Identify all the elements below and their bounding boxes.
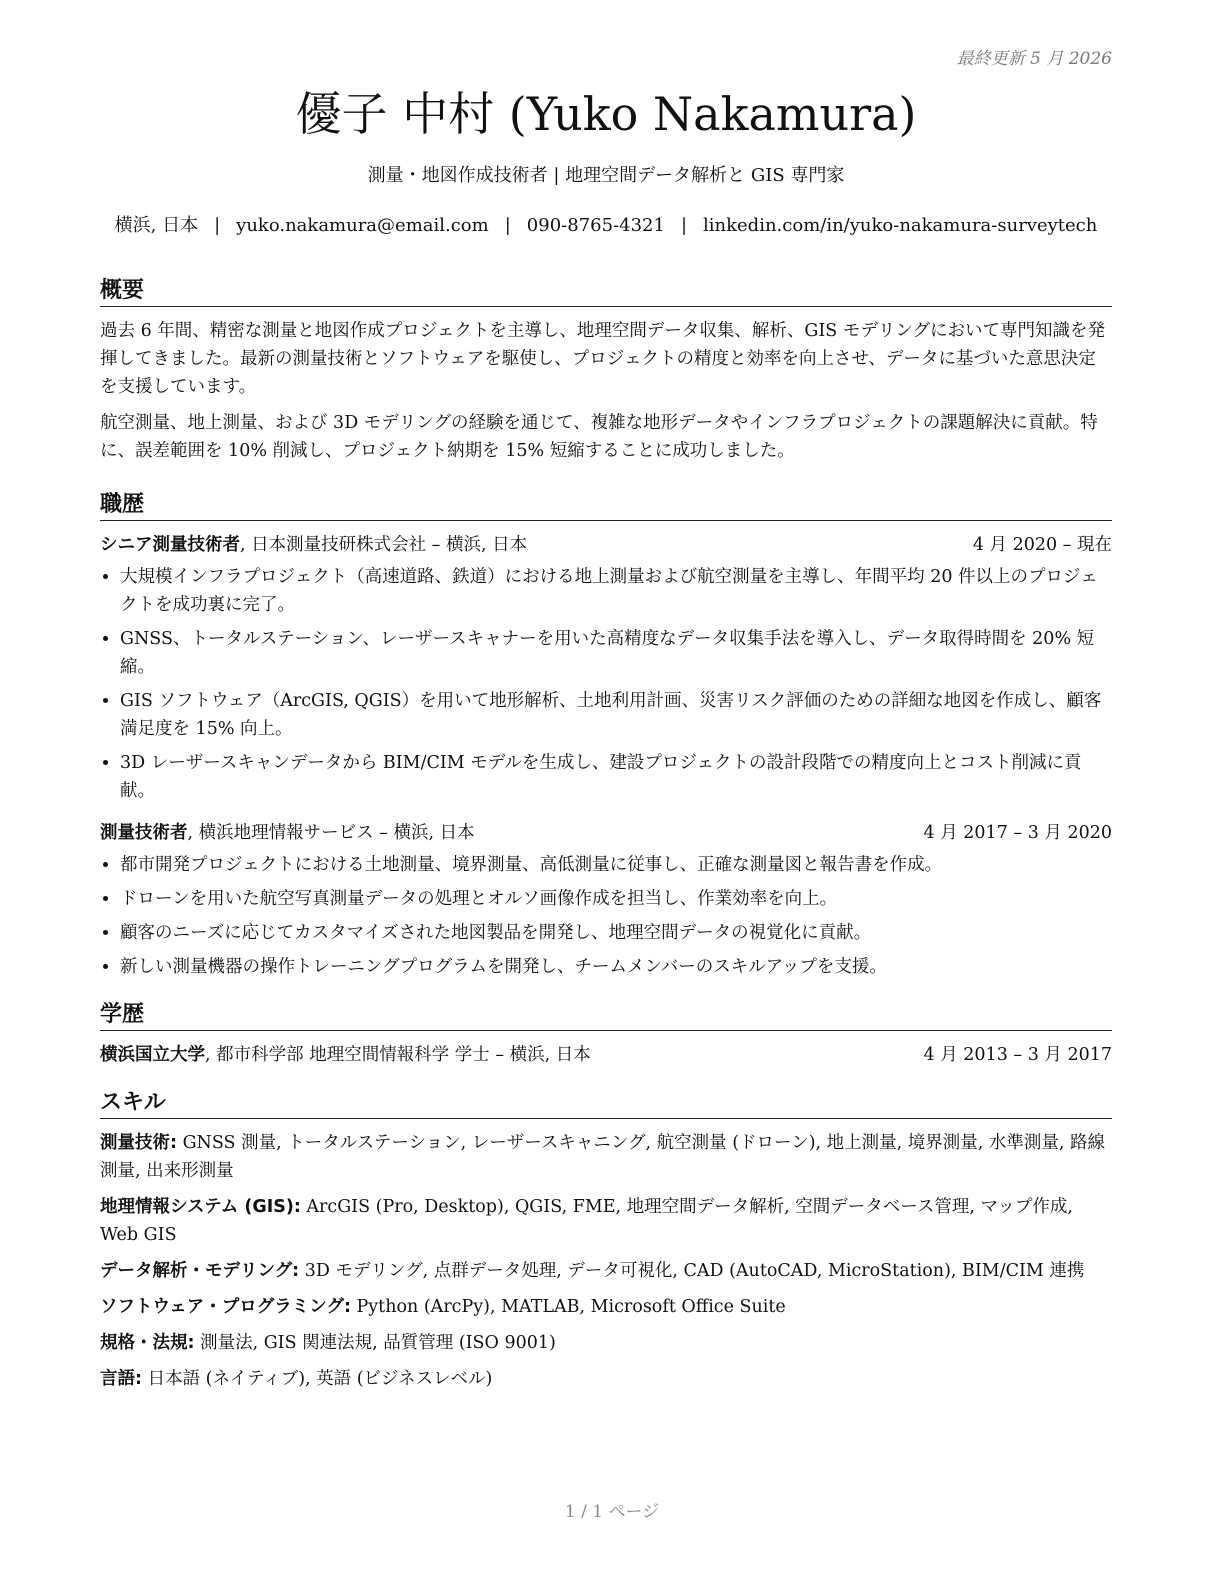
section-title-experience: 職歴 <box>100 487 1112 521</box>
skill-key: データ解析・モデリング: <box>100 1260 300 1281</box>
education-section <box>100 997 1112 1069</box>
skill-row <box>100 1129 1112 1185</box>
skills-section <box>100 1085 1112 1393</box>
skill-value: 測量法, GIS 関連法規, 品質管理 (ISO 9001) <box>194 1332 556 1353</box>
job-entry <box>100 819 1112 981</box>
contact-separator: | <box>680 214 688 236</box>
job-bullet: • 大規模インフラプロジェクト（高速道路、鉄道）における地上測量および航空測量を主導し、年間平均 20 件以上のプロジェクトを成功裏に完了。 <box>120 563 1112 619</box>
job-role: 測量技術者 <box>100 822 188 843</box>
section-title-summary: 概要 <box>100 273 1112 307</box>
contact-email[interactable]: yuko.nakamura@email.com <box>236 214 489 236</box>
skill-value: GNSS 測量, トータルステーション, レーザースキャニング, 航空測量 (ドローン), 地上測量, 境界測量, 水準測量, 路線測量, 出来形測量 <box>100 1132 1106 1181</box>
person-name: 優子 中村 (Yuko Nakamura) <box>295 87 917 141</box>
skill-key: 規格・法規: <box>100 1332 195 1353</box>
skill-key: 地理情報システム (GIS): <box>100 1196 301 1217</box>
skill-value: 3D モデリング, 点群データ処理, データ可視化, CAD (AutoCAD, MicroStation), BIM/CIM 連携 <box>299 1260 1085 1281</box>
skill-key: 測量技術: <box>100 1132 177 1153</box>
skill-row <box>100 1293 1112 1321</box>
job-bullet: • 新しい測量機器の操作トレーニングプログラムを開発し、チームメンバーのスキルアップを支援。 <box>120 953 1112 981</box>
tagline: 測量・地図作成技術者 | 地理空間データ解析と GIS 専門家 <box>367 164 845 186</box>
contact-linkedin[interactable]: linkedin.com/in/yuko-nakamura-surveytech <box>703 214 1098 236</box>
contact-separator: | <box>504 214 511 236</box>
section-title-education: 学歴 <box>100 997 1112 1031</box>
education-detail: , 都市科学部 地理空間情報科学 学士 – 横浜, 日本 <box>205 1044 591 1065</box>
skill-row <box>100 1365 1112 1393</box>
skill-value: 日本語 (ネイティブ), 英語 (ビジネスレベル) <box>142 1368 493 1389</box>
job-header <box>100 819 1112 847</box>
skill-row <box>100 1257 1112 1285</box>
education-school: 横浜国立大学 <box>100 1044 205 1065</box>
job-dates: 4 月 2017 – 3 月 2020 <box>923 822 1112 843</box>
skill-row <box>100 1193 1112 1249</box>
skill-row <box>100 1329 1112 1357</box>
job-bullet: • GNSS、トータルステーション、レーザースキャナーを用いた高精度なデータ収集手法を導入し、データ取得時間を 20% 短縮。 <box>120 625 1112 681</box>
job-bullet: • GIS ソフトウェア（ArcGIS, QGIS）を用いて地形解析、土地利用計画、災害リスク評価のための詳細な地図を作成し、顧客満足度を 15% 向上。 <box>120 687 1112 743</box>
education-entry <box>100 1041 1112 1069</box>
contact-separator: | <box>214 214 221 236</box>
job-header <box>100 531 1112 559</box>
skill-key: ソフトウェア・プログラミング: <box>100 1296 351 1317</box>
experience-section <box>100 487 1112 981</box>
skill-key: 言語: <box>100 1368 142 1389</box>
skill-value: ArcGIS (Pro, Desktop), QGIS, FME, 地理空間データ解析, 空間データベース管理, マップ作成, Web GIS <box>100 1196 1073 1245</box>
contact-phone[interactable]: 090-8765-4321 <box>526 214 665 236</box>
job-bullets <box>100 563 1112 805</box>
job-role: シニア測量技術者 <box>100 534 240 555</box>
summary-paragraph: 過去 6 年間、精密な測量と地図作成プロジェクトを主導し、地理空間データ収集、解析、GIS モデリングにおいて専門知識を発揮してきました。最新の測量技術とソフトウェアを駆使し、プロジェクトの精度と効率を向上させ、データに基づいた意思決定を支援しています。 <box>100 320 1105 397</box>
job-org: , 日本測量技研株式会社 – 横浜, 日本 <box>240 534 528 555</box>
summary-section <box>100 273 1112 465</box>
job-entry <box>100 531 1112 805</box>
skill-value: Python (ArcPy), MATLAB, Microsoft Office Suite <box>350 1296 786 1317</box>
job-dates: 4 月 2020 – 現在 <box>972 534 1112 555</box>
last-updated: 最終更新 5 月 2026 <box>956 49 1112 69</box>
job-bullet: • ドローンを用いた航空写真測量データの処理とオルソ画像作成を担当し、作業効率を向上。 <box>120 885 1112 913</box>
contact-line <box>100 211 1112 237</box>
job-bullet: • 顧客のニーズに応じてカスタマイズされた地図製品を開発し、地理空間データの視覚化に貢献。 <box>120 919 1112 947</box>
job-bullets <box>100 851 1112 981</box>
education-dates: 4 月 2013 – 3 月 2017 <box>923 1044 1112 1065</box>
contact-location: 横浜, 日本 <box>114 214 199 236</box>
job-bullet: • 都市開発プロジェクトにおける土地測量、境界測量、高低測量に従事し、正確な測量図と報告書を作成。 <box>120 851 1112 879</box>
summary-paragraph: 航空測量、地上測量、および 3D モデリングの経験を通じて、複雑な地形データやインフラプロジェクトの課題解決に貢献。特に、誤差範囲を 10% 削減し、プロジェクト納期を 15% 短縮することに成功しました。 <box>100 412 1098 461</box>
page-number: 1 / 1 ページ <box>564 1502 660 1522</box>
section-title-skills: スキル <box>100 1085 1112 1119</box>
job-org: , 横浜地理情報サービス – 横浜, 日本 <box>187 822 475 843</box>
job-bullet: • 3D レーザースキャンデータから BIM/CIM モデルを生成し、建設プロジェクトの設計段階での精度向上とコスト削減に貢献。 <box>120 749 1112 805</box>
